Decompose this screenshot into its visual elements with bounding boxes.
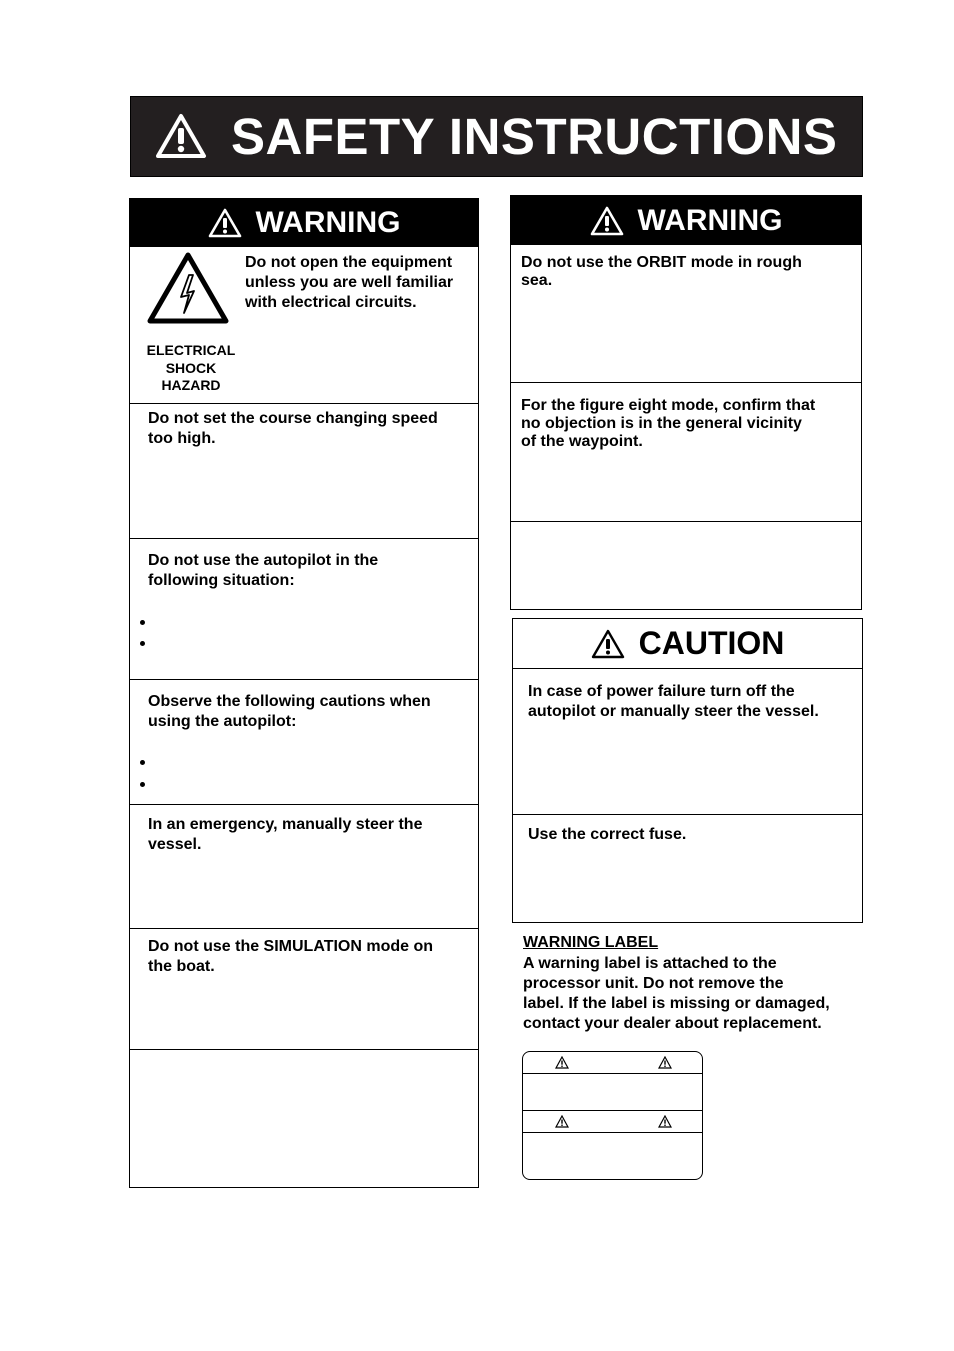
orbit-mode-warning: Do not use the ORBIT mode in rough sea. xyxy=(521,254,802,289)
page-title: SAFETY INSTRUCTIONS xyxy=(231,108,838,165)
label-row-2 xyxy=(523,1074,702,1111)
left-cell-2 xyxy=(130,538,478,679)
caution-header-label: CAUTION xyxy=(638,625,785,661)
caution-panel xyxy=(512,618,863,923)
left-warning-header-label: WARNING xyxy=(255,206,401,239)
left-cell-4 xyxy=(130,804,478,928)
shock-hazard-label: ELECTRICAL SHOCK HAZARD xyxy=(146,342,236,393)
right-warning-header-label: WARNING xyxy=(637,203,783,237)
autopilot-situation-warning: Do not use the autopilot in the following situation: xyxy=(148,552,379,589)
power-failure-caution: In case of power failure turn off the autopilot or manually steer the vessel. xyxy=(528,683,819,720)
warning-triangle-icon xyxy=(591,629,625,659)
warning-triangle-icon xyxy=(590,206,624,236)
warning-triangle-icon xyxy=(658,1115,672,1128)
left-cell-5 xyxy=(130,928,478,1049)
label-row-4 xyxy=(523,1133,702,1179)
warning-label-graphic xyxy=(522,1051,703,1180)
right-warning-header xyxy=(511,196,861,245)
right-warning-panel xyxy=(510,195,862,610)
label-row-3 xyxy=(523,1111,702,1133)
left-cell-1 xyxy=(130,403,478,538)
electrical-shock-icon xyxy=(146,251,230,327)
warning-triangle-icon xyxy=(208,208,242,238)
right-cell-3-empty xyxy=(511,521,861,609)
bullet xyxy=(140,641,145,646)
correct-fuse-caution: Use the correct fuse. xyxy=(528,826,687,843)
warning-triangle-icon xyxy=(555,1056,569,1069)
left-warning-header xyxy=(130,199,478,247)
left-cell-6-empty xyxy=(130,1049,478,1187)
simulation-mode-warning: Do not use the SIMULATION mode on the boat. xyxy=(148,938,434,975)
left-cell-3 xyxy=(130,679,478,804)
bullet xyxy=(140,782,145,787)
warning-label-title: WARNING LABEL xyxy=(523,934,659,951)
emergency-steer-warning: In an emergency, manually steer the vessel. xyxy=(148,816,423,853)
warning-triangle-icon xyxy=(658,1056,672,1069)
caution-cell-2 xyxy=(513,814,862,922)
warning-triangle-icon xyxy=(155,113,207,159)
bullet xyxy=(140,620,145,625)
autopilot-cautions-warning: Observe the following cautions when using the autopilot: xyxy=(148,693,431,730)
warning-label-body: A warning label is attached to the processor unit. Do not remove the label. If the label is missing or damaged, contact your dealer about replacement. xyxy=(523,955,830,1032)
shock-warning-text: Do not open the equipment unless you are well familiar with electrical circuits. xyxy=(245,254,454,311)
caution-header xyxy=(513,619,862,669)
course-speed-warning: Do not set the course changing speed too high. xyxy=(148,410,438,447)
label-row-1 xyxy=(523,1052,702,1074)
figure-eight-warning: For the figure eight mode, confirm that no objection is in the general vicinity of the waypoint. xyxy=(521,397,816,450)
right-cell-2 xyxy=(511,382,861,522)
left-warning-panel xyxy=(129,198,479,1188)
warning-triangle-icon xyxy=(555,1115,569,1128)
bullet xyxy=(140,760,145,765)
title-banner xyxy=(130,96,863,177)
